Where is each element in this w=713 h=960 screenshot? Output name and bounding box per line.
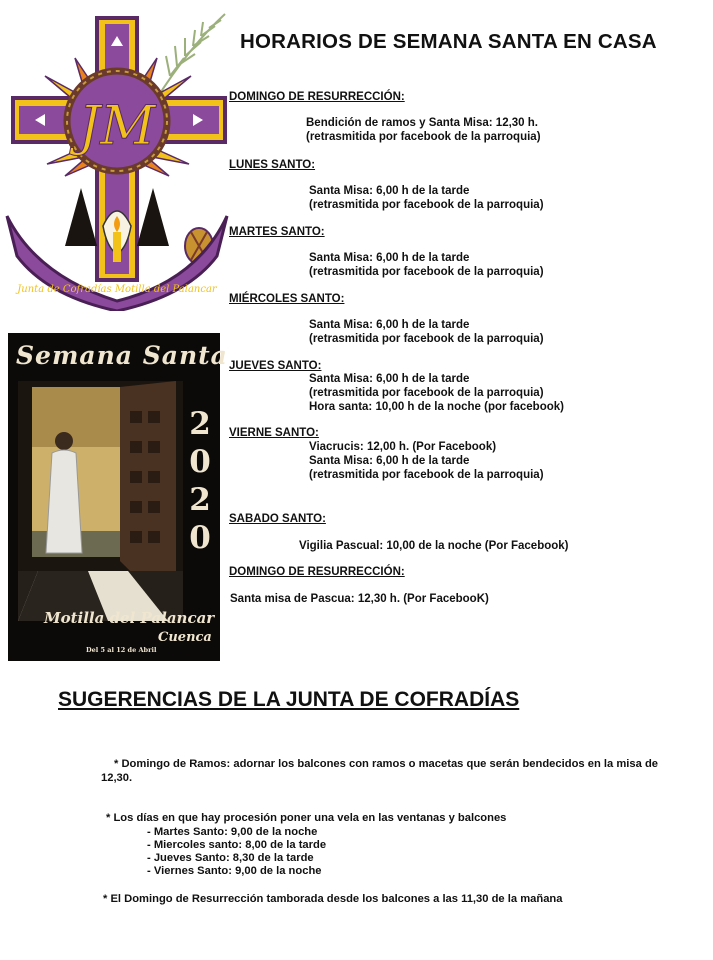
day-heading: JUEVES SANTO: xyxy=(229,360,322,372)
poster-title: Semana Santa xyxy=(16,341,228,370)
suggestions-title: SUGERENCIAS DE LA JUNTA DE COFRADÍAS xyxy=(58,688,520,711)
day-heading: LUNES SANTO: xyxy=(229,159,316,171)
schedule-line: Santa Misa: 6,00 h de la tarde xyxy=(309,319,470,331)
schedule-line: Santa Misa: 6,00 h de la tarde xyxy=(309,373,470,385)
day-heading: MARTES SANTO: xyxy=(229,226,325,238)
schedule-line: (retrasmitida por facebook de la parroquia) xyxy=(309,469,544,481)
poster-province: Cuenca xyxy=(158,630,212,645)
schedule-line: (retrasmitida por facebook de la parroquia) xyxy=(309,266,544,278)
page-title: HORARIOS DE SEMANA SANTA EN CASA xyxy=(240,30,657,53)
suggestion-subitem: - Martes Santo: 9,00 de la noche xyxy=(147,826,318,838)
poster-year-digit: 2 xyxy=(189,406,211,442)
day-heading: MIÉRCOLES SANTO: xyxy=(229,293,345,305)
poster-year-digit: 0 xyxy=(189,444,211,480)
schedule-line: Santa misa de Pascua: 12,30 h. (Por FacebooK) xyxy=(230,593,489,605)
poster-dates: Del 5 al 12 de Abril xyxy=(86,646,157,654)
schedule-line: (retrasmitida por facebook de la parroquia) xyxy=(309,199,544,211)
poster-town: Motilla del Palancar xyxy=(44,609,215,627)
suggestion-item-continued: 12,30. xyxy=(101,772,133,784)
schedule-line: (retrasmitida por facebook de la parroquia) xyxy=(306,131,541,143)
suggestion-item: * El Domingo de Resurrección tamborada desde los balcones a las 11,30 de la mañana xyxy=(103,893,563,905)
suggestion-item: * Los días en que hay procesión poner una vela en las ventanas y balcones xyxy=(106,812,507,824)
suggestion-subitem: - Viernes Santo: 9,00 de la noche xyxy=(147,865,322,877)
schedule-line: Santa Misa: 6,00 h de la tarde xyxy=(309,455,470,467)
day-heading: DOMINGO DE RESURRECCIÓN: xyxy=(229,91,405,103)
schedule-line: (retrasmitida por facebook de la parroquia) xyxy=(309,333,544,345)
logo-banner-text: Junta de Cofradías Motilla del Palancar xyxy=(17,284,217,295)
schedule-line: Hora santa: 10,00 h de la noche (por facebook) xyxy=(309,401,564,413)
schedule-line: (retrasmitida por facebook de la parroquia) xyxy=(309,387,544,399)
schedule-line: Bendición de ramos y Santa Misa: 12,30 h. xyxy=(306,117,538,129)
suggestion-subitem: - Miercoles santo: 8,00 de la tarde xyxy=(147,839,327,851)
day-heading: DOMINGO DE RESURRECCIÓN: xyxy=(229,566,405,578)
schedule-line: Viacrucis: 12,00 h. (Por Facebook) xyxy=(309,441,497,453)
schedule-line: Santa Misa: 6,00 h de la tarde xyxy=(309,252,470,264)
day-heading: SABADO SANTO: xyxy=(229,513,326,525)
logo-monogram: JM xyxy=(78,94,156,157)
poster-year-digit: 0 xyxy=(189,520,211,556)
schedule-line: Santa Misa: 6,00 h de la tarde xyxy=(309,185,470,197)
suggestion-item: * Domingo de Ramos: adornar los balcones con ramos o macetas que serán bendecidos en la misa de xyxy=(114,758,658,770)
day-heading: VIERNE SANTO: xyxy=(229,427,319,439)
suggestion-subitem: - Jueves Santo: 8,30 de la tarde xyxy=(147,852,314,864)
schedule-line: Vigilia Pascual: 10,00 de la noche (Por Facebook) xyxy=(299,540,569,552)
poster-year-digit: 2 xyxy=(189,482,211,518)
